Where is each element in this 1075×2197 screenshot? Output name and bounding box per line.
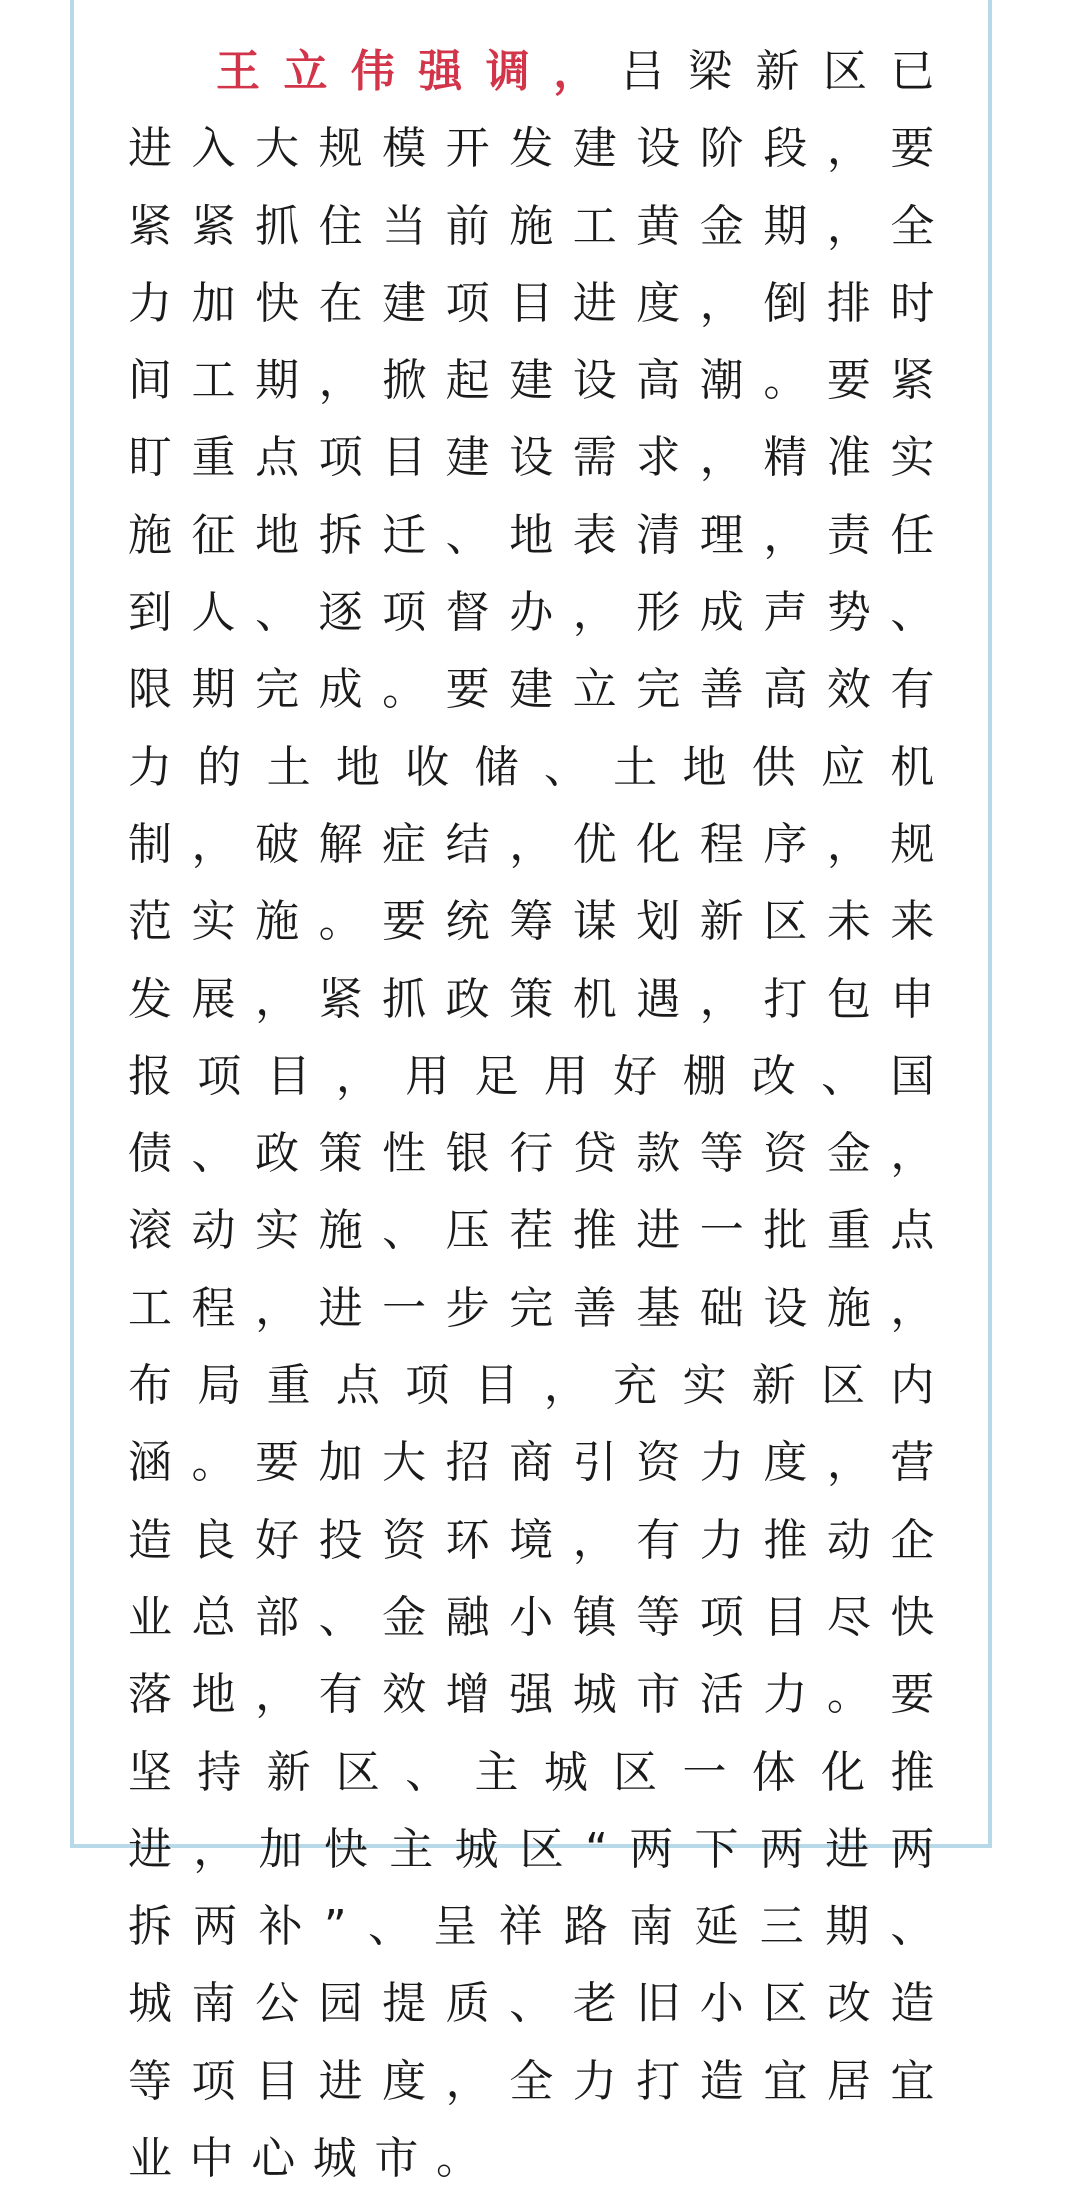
- article-body: 吕梁新区已进入大规模开发建设阶段，要紧紧抓住当前施工黄金期，全力加快在建项目进度，倒排时间工期，掀起建设高潮。要紧盯重点项目建设需求，精准实施征地拆迁、地表清理，责任到人、逐项督办，形成声势、限期完成。要建立完善高效有力的土地收储、土地供应机制，破解症结，优化程序，规范实施。要统筹谋划新区未来发展，紧抓政策机遇，打包申报项目，用足用好棚改、国债、政策性银行贷款等资金，滚动实施、压茬推进一批重点工程，进一步完善基础设施，布局重点项目，充实新区内涵。要加大招商引资力度，营造良好投资环境，有力推动企业总部、金融小镇等项目尽快落地，有效增强城市活力。要坚持新区、主城区一体化推进，加快主城区“两下两进两拆两补”、呈祥路南延三期、城南公园提质、老旧小区改造等项目进度，全力打造宜居宜业中心城市。: [128, 46, 952, 2185]
- article-paragraph: [128, 33, 952, 2197]
- lead-highlight: 王立伟强调，: [216, 46, 621, 97]
